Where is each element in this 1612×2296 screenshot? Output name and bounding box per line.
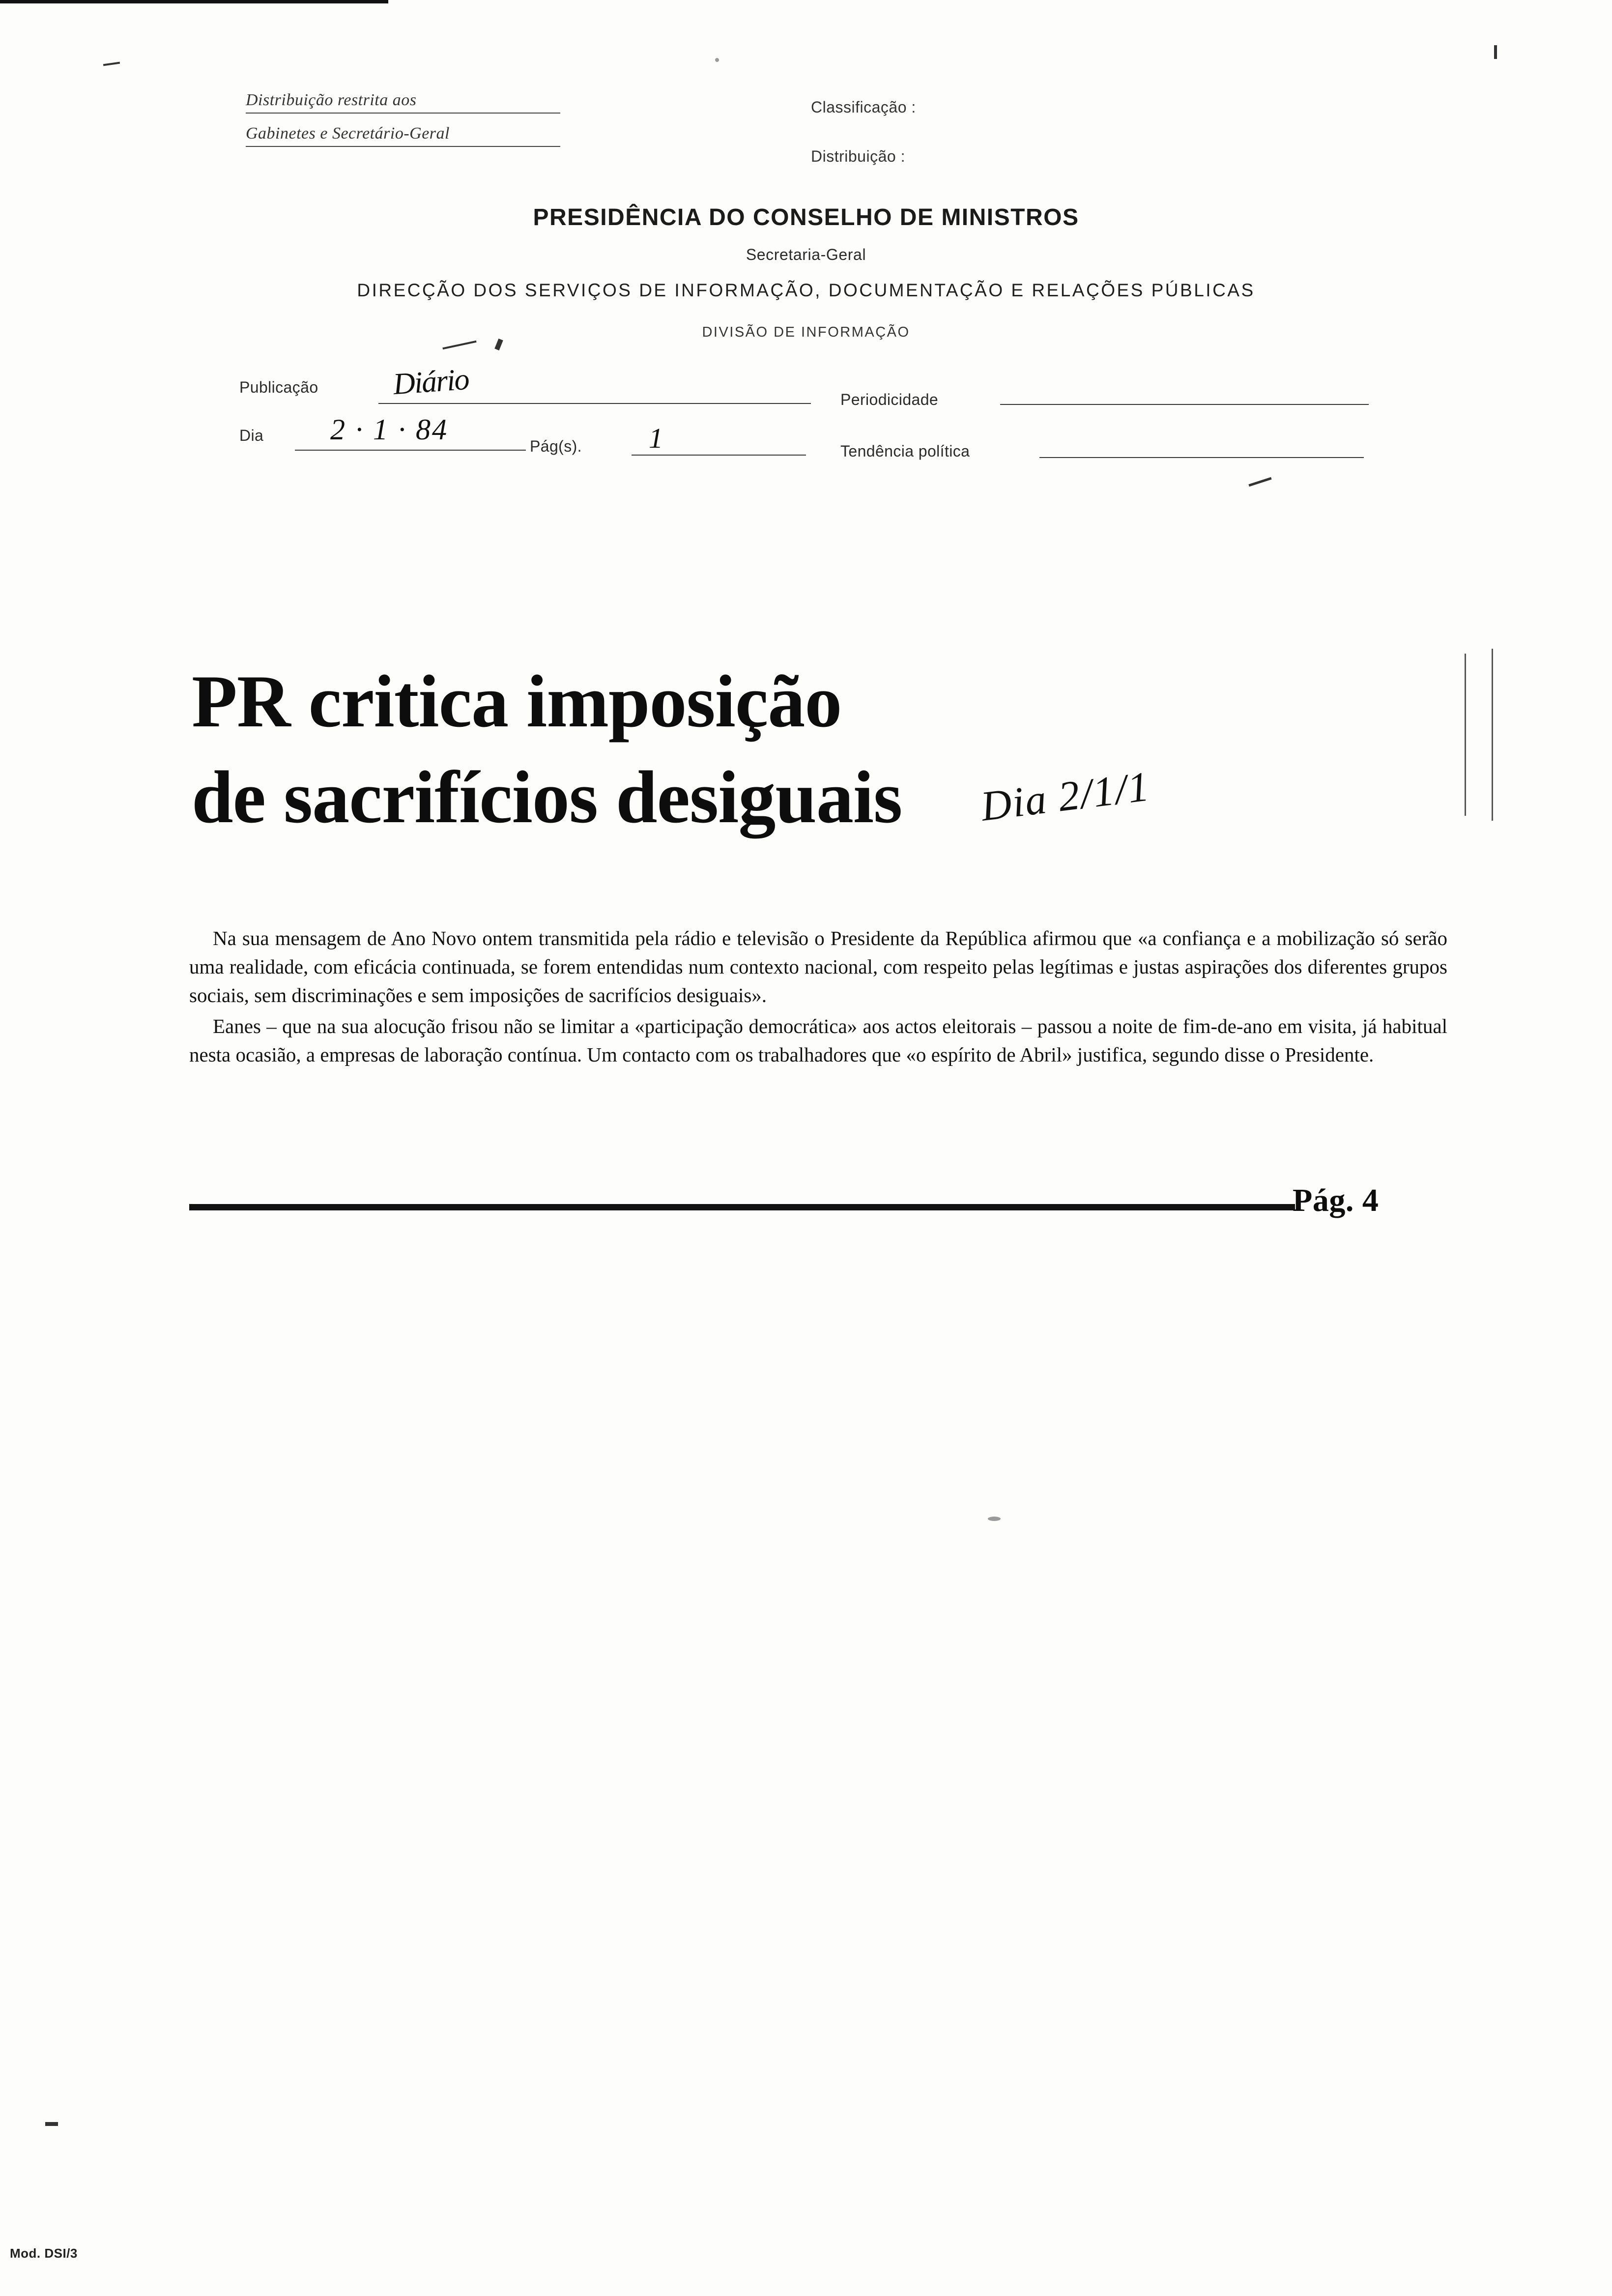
field-label-tendencia: Tendência política (840, 442, 970, 460)
field-rule-dia (295, 450, 526, 451)
scan-tick-bottom-left (45, 2122, 58, 2126)
organization-direction: DIRECÇÃO DOS SERVIÇOS DE INFORMAÇÃO, DOCUMENTAÇÃO E RELAÇÕES PÚBLICAS (357, 280, 1255, 300)
pen-stroke-above-publicacao (442, 341, 476, 349)
field-label-periodicidade: Periodicidade (840, 391, 939, 408)
field-label-dia: Dia (239, 427, 264, 444)
distribution-label: Distribuição : (811, 147, 905, 165)
scan-edge-mark-right (1465, 654, 1466, 816)
clipping-headline (192, 654, 1450, 845)
distribution-restriction-line-2: Gabinetes e Secretário-Geral (246, 124, 560, 147)
pen-stroke-under-form (1248, 477, 1271, 487)
clipping-paragraph-2: Eanes – que na sua alocução frisou não se limitar a «participação democrática» aos actos eleitorais – passou a noite de fim-de-ano em visita, já habitual nesta ocasião, a empresas de laboração contínua. Um contacto com os trabalhadores que «o espírito de Abril» justifica, segundo disse o Presidente. (189, 1014, 1447, 1066)
scan-speck-b (988, 1517, 1001, 1521)
field-label-publicacao: Publicação (239, 378, 318, 396)
classification-label: Classificação : (811, 98, 916, 116)
headline-top-rule (0, 0, 388, 3)
field-value-paginas[interactable]: 1 (649, 422, 663, 454)
scan-tick-top-right (1494, 45, 1497, 59)
organization-title: PRESIDÊNCIA DO CONSELHO DE MINISTROS (533, 204, 1079, 230)
headline-line-1: PR critica imposição (192, 660, 842, 743)
clipping-paragraph-1: Na sua mensagem de Ano Novo ontem transmitida pela rádio e televisão o Presidente da República afirmou que «a confiança e a mobilização só serão uma realidade, com eficácia continuada, se forem entendidas num contexto nacional, com respeito pelas legítimas e justas aspirações dos diferentes grupos sociais, sem discriminações e sem imposições de sacrifícios desiguais». (189, 927, 1447, 1007)
field-value-dia[interactable]: 2 · 1 · 84 (330, 413, 448, 446)
scan-speck-a (715, 58, 719, 62)
form-code: Mod. DSI/3 (10, 2246, 78, 2261)
organization-subtitle: Secretaria-Geral (746, 246, 866, 263)
organization-division: DIVISÃO DE INFORMAÇÃO (702, 324, 910, 340)
clipping-body (189, 924, 1447, 1069)
field-rule-periodicidade (1000, 404, 1369, 405)
field-value-publicacao[interactable]: Diário (392, 362, 470, 402)
distribution-restriction-block (246, 91, 590, 158)
field-rule-tendencia (1039, 457, 1364, 458)
headline-line-2: de sacrifícios desiguais (192, 755, 902, 838)
clipping-page-reference: Pág. 4 (1293, 1182, 1379, 1218)
distribution-restriction-line-1: Distribuição restrita aos (246, 91, 560, 114)
field-rule-paginas (632, 455, 806, 456)
scan-tick-top-left (103, 62, 120, 66)
scan-edge-mark-right-2 (1492, 649, 1493, 821)
field-rule-publicacao (378, 403, 811, 404)
clipping-bottom-rule (189, 1204, 1295, 1210)
handwritten-date-note: Dia 2/1/1 (978, 762, 1152, 830)
field-label-paginas: Pág(s). (530, 437, 582, 455)
